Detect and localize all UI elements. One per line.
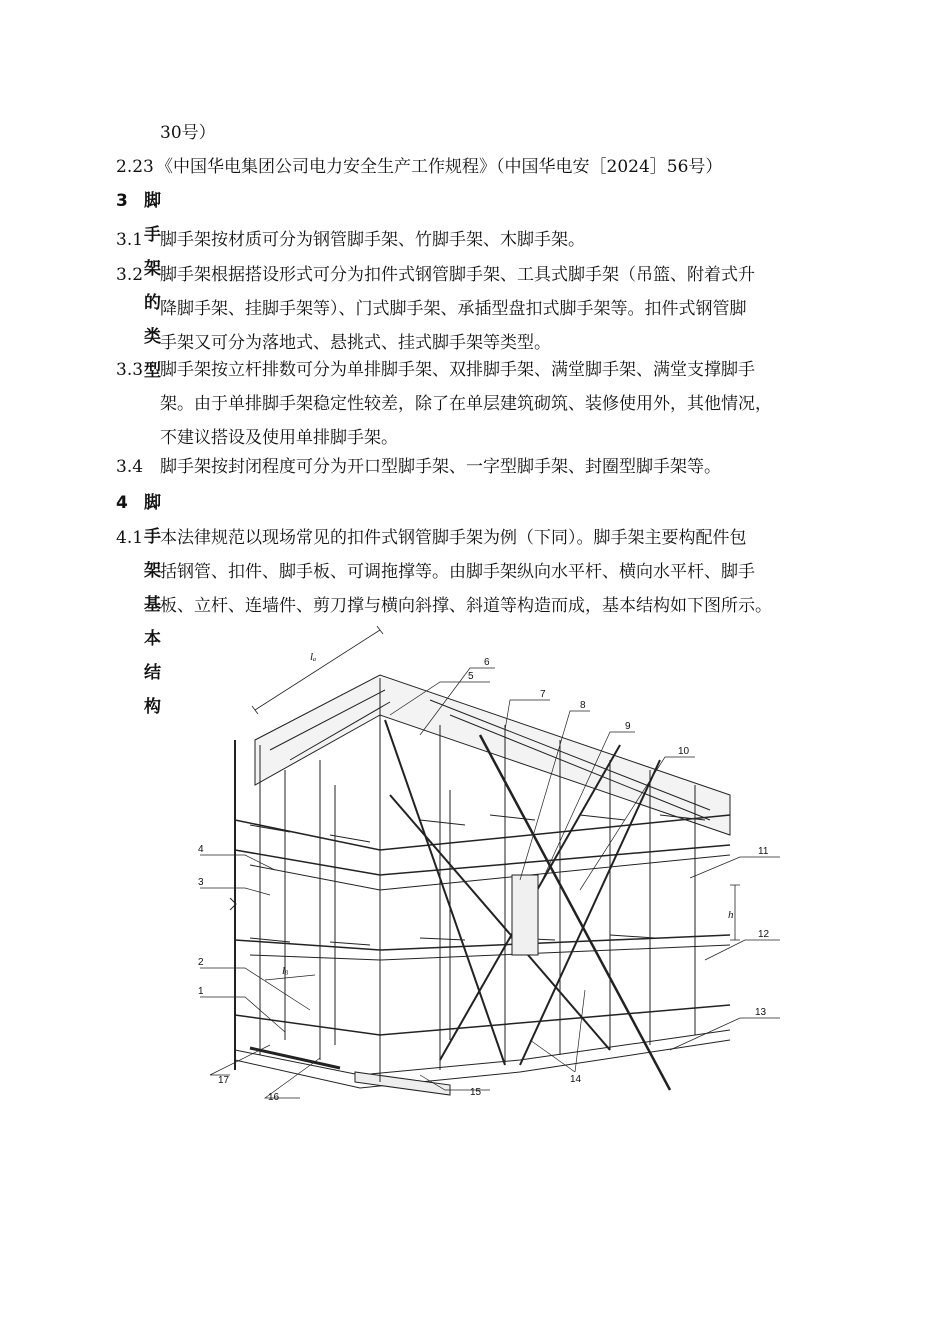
scaffold-drawing	[190, 620, 790, 1110]
callout-label: 11	[758, 846, 769, 857]
clause-number: 3.4	[116, 457, 144, 477]
callout-label: 1	[198, 986, 204, 997]
text-line: 手架又可分为落地式、悬挑式、挂式脚手架等类型。	[160, 333, 551, 353]
clause-number: 3.1	[116, 230, 144, 250]
dimension-label: lᵦ	[282, 965, 289, 977]
callout-label: 3	[198, 877, 204, 888]
text-line: 本法律规范以现场常见的扣件式钢管脚手架为例（下同）。脚手架主要构配件包	[160, 528, 747, 548]
clause-text	[160, 353, 772, 455]
callout-label: 10	[678, 746, 690, 757]
callout-label: 6	[484, 657, 490, 668]
callout-label: 7	[540, 689, 546, 700]
dimension-label: lₐ	[310, 651, 317, 663]
clause-text	[160, 223, 585, 257]
callout-label: 14	[570, 1074, 582, 1085]
callout-label: 17	[218, 1075, 230, 1086]
text-line: 脚手架按立杆排数可分为单排脚手架、双排脚手架、满堂脚手架、满堂支撑脚手	[160, 360, 755, 380]
callout-label: 15	[470, 1087, 482, 1098]
item-number: 2.23	[116, 157, 154, 177]
callout-label: 2	[198, 957, 204, 968]
item-text: 《中国华电集团公司电力安全生产工作规程》（中国华电安［2024］56号）	[156, 157, 723, 177]
clause-text	[160, 521, 772, 623]
clause-text	[160, 258, 755, 360]
scaffold-structure-figure	[190, 620, 790, 1110]
heading-text: 脚手架的类型	[144, 191, 161, 381]
clause-text	[160, 450, 721, 484]
heading-text: 脚手架基本结构	[144, 493, 161, 717]
text-line: 括钢管、扣件、脚手板、可调拖撑等。由脚手架纵向水平杆、横向水平杆、脚手	[160, 562, 755, 582]
callout-label: 13	[755, 1007, 767, 1018]
callout-label: 12	[758, 929, 770, 940]
text-line: 30号）	[160, 123, 216, 143]
heading-number: 4	[116, 493, 128, 513]
text-line: 板、立杆、连墙件、剪刀撑与横向斜撑、斜道等构造而成，基本结构如下图所示。	[160, 596, 772, 616]
dimension-label: h	[728, 909, 734, 921]
callout-label: 4	[198, 844, 204, 855]
clause-number: 3.3	[116, 360, 144, 380]
text-line-continuation	[160, 116, 216, 150]
text-line: 架。由于单排脚手架稳定性较差，除了在单层建筑砌筑、装修使用外，其他情况，	[160, 394, 772, 414]
text-line: 脚手架根据搭设形式可分为扣件式钢管脚手架、工具式脚手架（吊篮、附着式升	[160, 265, 755, 285]
callout-label: 8	[580, 700, 586, 711]
callout-label: 9	[625, 721, 631, 732]
callout-label: 5	[468, 671, 474, 682]
text-line: 脚手架按封闭程度可分为开口型脚手架、一字型脚手架、封圈型脚手架等。	[160, 457, 721, 477]
text-line: 脚手架按材质可分为钢管脚手架、竹脚手架、木脚手架。	[160, 230, 585, 250]
callout-label: 16	[268, 1092, 280, 1103]
text-line: 降脚手架、挂脚手架等）、门式脚手架、承插型盘扣式脚手架等。扣件式钢管脚	[160, 299, 747, 319]
heading-number: 3	[116, 191, 128, 211]
text-line: 不建议搭设及使用单排脚手架。	[160, 428, 398, 448]
clause-number: 4.1	[116, 528, 144, 548]
clause-number: 3.2	[116, 265, 144, 285]
